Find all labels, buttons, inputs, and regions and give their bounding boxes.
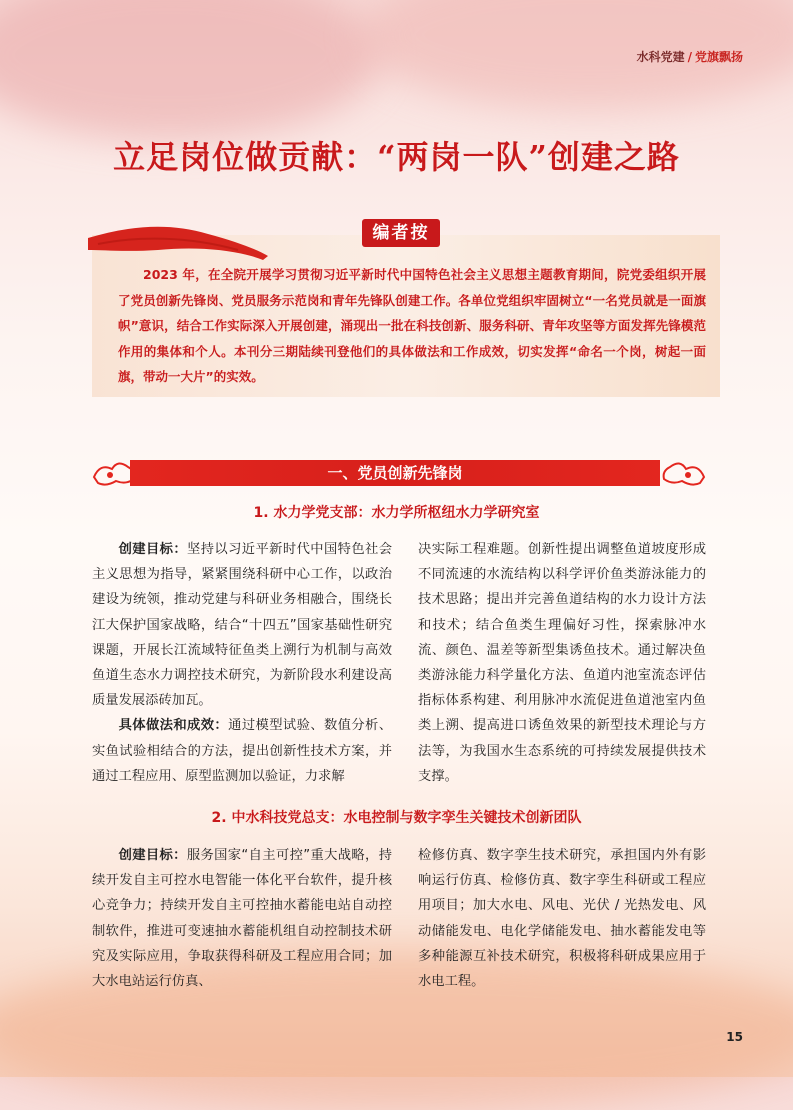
entry-1-left-column — [92, 537, 392, 789]
entry-2-goal-paragraph — [92, 843, 392, 994]
entry-1-method-continued: 决实际工程难题。创新性提出调整鱼道坡度形成不同流速的水流结构以科学评价鱼类游泳能力的技术思路；提出并完善鱼道结构的水力设计方法和技术；结合鱼类生理偏好习性，探索脉冲水流、颜色、温差等新型集诱鱼技术。通过解决鱼类游泳能力科学量化方法、鱼道内池室流态评估指标体系构建、利用脉冲水流促进鱼道池室内鱼类上溯、提高进口诱鱼效果的新型技术理论与方法等，为我国水生态系统的可持续发展提供技术支撑。 — [418, 542, 706, 784]
entry-1-goal-label: 创建目标： — [118, 542, 188, 557]
entry-2-right-column — [418, 843, 706, 994]
right-cloud-ornament — [660, 455, 708, 491]
entry-1-heading: 1. 水力学党支部：水力学所枢纽水力学研究室 — [253, 505, 540, 521]
entry-2-goal-continued: 检修仿真、数字孪生技术研究，承担国内外有影响运行仿真、检修仿真、数字孪生科研或工程应用项目；加大水电、风电、光伏 / 光热发电、风动储能发电、电化学储能发电、抽水蓄能发电等多种能源互补技术研究，积极将科研成果应用于水电工程。 — [418, 848, 706, 990]
section-heading: 一、党员创新先锋岗 — [130, 460, 660, 486]
entry-2-goal-label: 创建目标： — [118, 848, 187, 863]
entry-2-heading: 2. 中水科技党总支：水电控制与数字孪生关键技术创新团队 — [211, 810, 582, 826]
background-cloud — [0, 0, 380, 140]
running-head-separator: / — [687, 50, 692, 64]
page-number: 15 — [726, 1030, 743, 1044]
entry-1-goal-text: 坚持以习近平新时代中国特色社会主义思想为指导，紧紧围绕科研中心工作，以政治建设为统领，推动党建与科研业务相融合，围绕长江大保护国家战略，结合“十四五”国家基础性研究课题，开展长江流域特征鱼类上溯行为机制与高效鱼道生态水力调控技术研究，为新阶段水利建设高质量发展添砖加瓦。 — [92, 542, 393, 709]
entry-2-goal-text: 服务国家“自主可控”重大战略，持续开发自主可控水电智能一体化平台软件，提升核心竞争力；持续开发自主可控抽水蓄能电站自动控制软件，推进可变速抽水蓄能机组自动控制技术研究及实际应用，争取获得科研及工程应用合同；加大水电站运行仿真、 — [92, 848, 392, 990]
editor-note-label: 编者按 — [362, 219, 440, 247]
entry-1-method-label: 具体做法和成效： — [118, 718, 229, 734]
magazine-name: 水科党建 — [636, 50, 685, 64]
running-head — [637, 48, 743, 65]
red-flag-decoration — [88, 220, 268, 260]
entry-1-method-text: 通过模型试验、数值分析、实鱼试验相结合的方法，提出创新性技术方案，并通过工程应用、原型监测加以验证，力求解 — [92, 718, 393, 784]
entry-1-goal-paragraph — [92, 537, 392, 713]
entry-1-right-column — [418, 537, 706, 789]
page-title: 立足岗位做贡献：“两岗一队”创建之路 — [113, 138, 680, 176]
entry-1-method-paragraph — [92, 713, 392, 789]
entry-2-left-column — [92, 843, 392, 994]
section-name: 党旗飘扬 — [694, 50, 743, 64]
editor-note-text: 2023 年，在全院开展学习贯彻习近平新时代中国特色社会主义思想主题教育期间，院党委组织开展了党员创新先锋岗、党员服务示范岗和青年先锋队创建工作。各单位党组织牢固树立“一名党员就是一面旗帜”意识，结合工作实际深入开展创建，涌现出一批在科技创新、服务科研、青年攻坚等方面发挥先锋模范作用的集体和个人。本刊分三期陆续刊登他们的具体做法和工作成效，切实发挥“命名一个岗，树起一面旗，带动一大片”的实效。 — [118, 267, 706, 384]
